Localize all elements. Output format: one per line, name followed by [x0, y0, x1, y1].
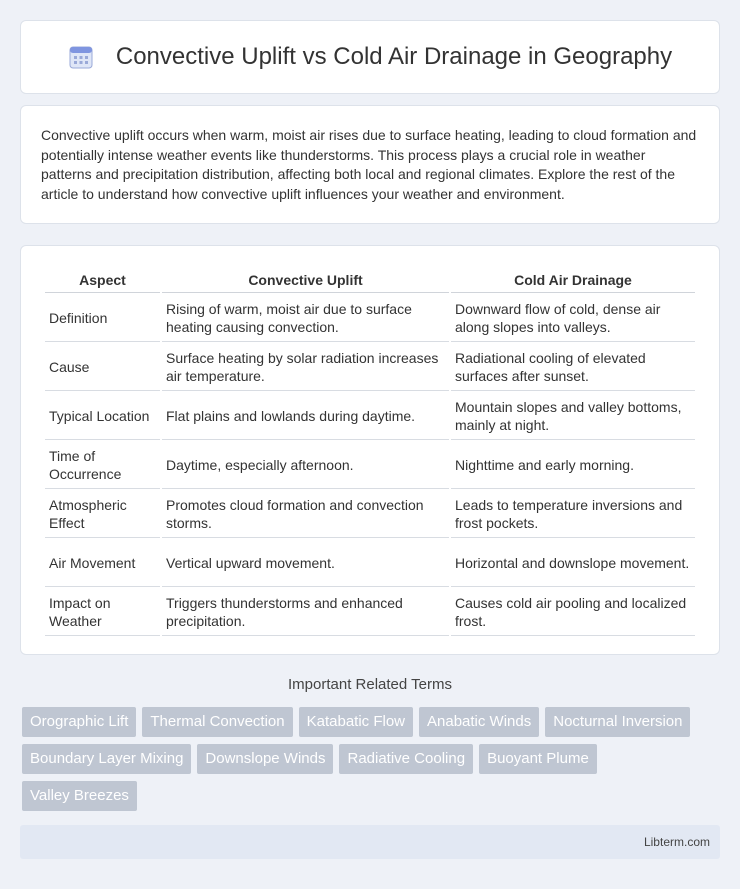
row-cold-air-drainage: Causes cold air pooling and localized frost.	[451, 589, 695, 636]
row-cold-air-drainage: Nighttime and early morning.	[451, 442, 695, 489]
row-cold-air-drainage: Mountain slopes and valley bottoms, mainly at night.	[451, 393, 695, 440]
calendar-icon	[68, 44, 94, 70]
row-convective-uplift: Promotes cloud formation and convection storms.	[162, 491, 449, 538]
intro-card	[20, 105, 720, 224]
title-card	[20, 20, 720, 94]
related-term-tag[interactable]: Boundary Layer Mixing	[22, 744, 191, 774]
row-convective-uplift: Surface heating by solar radiation increases air temperature.	[162, 344, 449, 391]
row-aspect: Cause	[45, 344, 160, 391]
related-term-tag[interactable]: Thermal Convection	[142, 707, 292, 737]
related-term-tag[interactable]: Buoyant Plume	[479, 744, 597, 774]
table-header-row	[45, 268, 695, 293]
table-row	[45, 442, 695, 489]
table-row	[45, 295, 695, 342]
table-row	[45, 589, 695, 636]
page-title: Convective Uplift vs Cold Air Drainage in Geography	[115, 43, 673, 70]
row-aspect: Atmospheric Effect	[45, 491, 160, 538]
row-aspect: Air Movement	[45, 540, 160, 587]
table-row	[45, 540, 695, 587]
related-term-tag[interactable]: Downslope Winds	[197, 744, 333, 774]
row-convective-uplift: Daytime, especially afternoon.	[162, 442, 449, 489]
related-term-tag[interactable]: Nocturnal Inversion	[545, 707, 690, 737]
related-terms-title: Important Related Terms	[288, 676, 452, 693]
header-aspect: Aspect	[45, 268, 160, 293]
related-term-tag[interactable]: Radiative Cooling	[339, 744, 473, 774]
row-aspect: Impact on Weather	[45, 589, 160, 636]
row-aspect: Time of Occurrence	[45, 442, 160, 489]
row-cold-air-drainage: Radiational cooling of elevated surfaces after sunset.	[451, 344, 695, 391]
table-row	[45, 393, 695, 440]
header-cold-air-drainage: Cold Air Drainage	[451, 268, 695, 293]
table-row	[45, 491, 695, 538]
footer-site-link[interactable]: Libterm.com	[643, 835, 710, 849]
related-term-tag[interactable]: Anabatic Winds	[419, 707, 539, 737]
row-convective-uplift: Vertical upward movement.	[162, 540, 449, 587]
row-aspect: Definition	[45, 295, 160, 342]
related-term-tag[interactable]: Katabatic Flow	[299, 707, 413, 737]
row-cold-air-drainage: Horizontal and downslope movement.	[451, 540, 695, 587]
related-term-tag[interactable]: Valley Breezes	[22, 781, 137, 811]
related-term-tag[interactable]: Orographic Lift	[22, 707, 136, 737]
related-terms-list	[22, 707, 722, 818]
comparison-table	[43, 266, 697, 638]
intro-paragraph: Convective uplift occurs when warm, moist air rises due to surface heating, leading to cloud formation and potentially intense weather events like thunderstorms. This process plays a crucial role in weather patterns and precipitation distribution, affecting both local and regional climates. Explore the rest of the article to understand how convective uplift influences your weather and environment.	[41, 127, 697, 202]
row-aspect: Typical Location	[45, 393, 160, 440]
table-row	[45, 344, 695, 391]
row-convective-uplift: Flat plains and lowlands during daytime.	[162, 393, 449, 440]
comparison-card	[20, 245, 720, 655]
header-convective-uplift: Convective Uplift	[162, 268, 449, 293]
row-cold-air-drainage: Leads to temperature inversions and frost pockets.	[451, 491, 695, 538]
footer	[20, 825, 720, 859]
row-cold-air-drainage: Downward flow of cold, dense air along slopes into valleys.	[451, 295, 695, 342]
row-convective-uplift: Triggers thunderstorms and enhanced precipitation.	[162, 589, 449, 636]
row-convective-uplift: Rising of warm, moist air due to surface heating causing convection.	[162, 295, 449, 342]
